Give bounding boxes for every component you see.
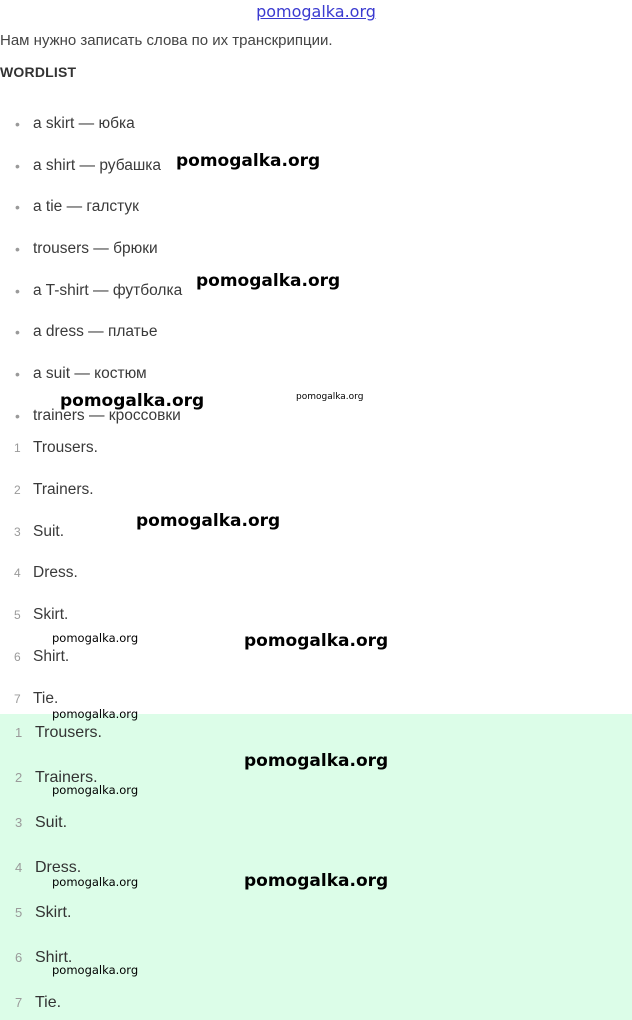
site-link[interactable]: pomogalka.org [256,2,376,21]
item-number: 2 [15,770,23,785]
answer-text: Trousers. [33,439,98,456]
answer-text: Trainers. [35,769,98,786]
watermark: pomogalka.org [296,392,364,402]
answer-text: Suit. [33,522,65,540]
word-entry: a skirt — юбка [33,115,135,132]
watermark: pomogalka.org [52,707,139,721]
bullet-icon: • [15,157,20,174]
watermark: pomogalka.org [176,151,321,171]
item-number: 7 [15,995,23,1010]
answer-text: Dress. [33,564,78,582]
answer-text: Dress. [35,859,82,876]
item-number: 1 [14,441,21,455]
list-item [0,988,102,1020]
item-number: 6 [14,649,21,664]
bullet-icon: • [15,282,20,299]
bullet-icon: • [15,324,20,341]
answer-text: Trainers. [33,480,94,498]
list-item [0,109,182,151]
list-item [0,559,98,601]
list-item [0,151,182,193]
word-entry: a T-shirt — футболка [33,281,183,299]
word-entry: a suit — костюм [33,365,147,383]
bullet-icon: • [15,407,20,424]
watermark: pomogalka.org [52,631,139,645]
bullet-icon: • [15,116,20,132]
answer-text: Skirt. [35,904,72,921]
answer-text: Suit. [35,814,68,831]
word-entry: a dress — платье [33,323,158,341]
list-item [0,518,98,560]
list-item [0,898,102,943]
answer-text: Tie. [33,689,59,707]
watermark: pomogalka.org [136,511,281,531]
list-item [0,234,182,276]
watermark: pomogalka.org [52,963,139,977]
bullet-icon: • [15,241,20,258]
intro-text: Нам нужно записать слова по их транскрипции. [0,32,333,49]
item-number: 3 [14,524,21,539]
item-number: 1 [15,725,23,740]
list-item [0,718,102,763]
bullet-icon: • [15,366,20,383]
watermark: pomogalka.org [244,751,389,771]
watermark: pomogalka.org [52,875,139,889]
list-item [0,643,98,685]
answer-text: Skirt. [33,606,69,624]
list-item [0,192,182,234]
watermark: pomogalka.org [196,271,341,291]
item-number: 2 [14,482,21,497]
item-number: 4 [14,566,21,581]
answer-text: Shirt. [33,647,70,665]
list-item [0,317,182,359]
list-item [0,434,98,476]
word-entry: a tie — галстук [33,198,139,216]
watermark: pomogalka.org [60,391,205,411]
bullet-icon: • [15,199,20,216]
word-entry: trousers — брюки [33,240,158,258]
list-item [0,276,182,318]
item-number: 5 [14,608,21,623]
watermark: pomogalka.org [244,631,389,651]
list-item [0,808,102,853]
answer-text: Tie. [35,994,62,1011]
item-number: 3 [15,815,23,830]
item-number: 6 [15,950,23,965]
item-number: 7 [14,691,21,706]
word-entry: trainers — кроссовки [33,406,181,424]
item-number: 4 [15,860,23,875]
item-number: 5 [15,905,23,920]
watermark: pomogalka.org [52,783,139,797]
wordlist-heading: WORDLIST [0,64,77,80]
watermark: pomogalka.org [244,871,389,891]
answer-text: Shirt. [35,949,73,966]
list-item [0,476,98,518]
word-entry: a shirt — рубашка [33,156,162,174]
answer-text: Trousers. [35,724,102,741]
answer-list [0,434,98,727]
